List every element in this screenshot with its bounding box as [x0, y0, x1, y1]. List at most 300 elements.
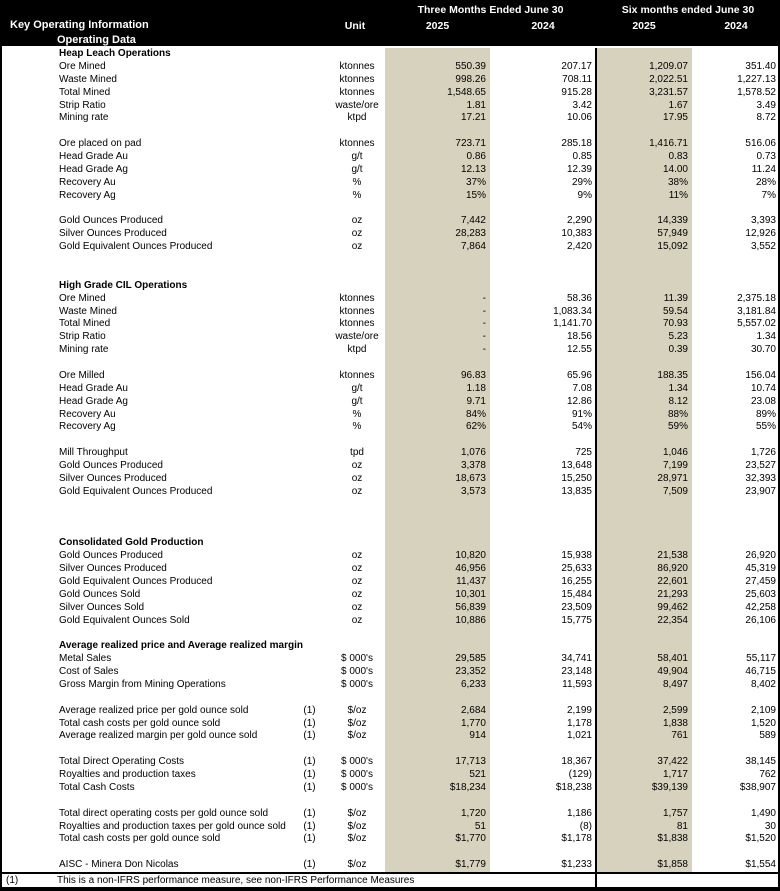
row-footnote-ref: (1): [303, 717, 316, 729]
table-row: [4, 61, 776, 74]
row-label: Recovery Au: [59, 176, 116, 188]
row-label: Gold Equivalent Ounces Produced: [59, 575, 213, 587]
value-6mo-2025: 7,199: [662, 460, 688, 471]
value-6mo-2024: 30: [764, 820, 776, 832]
value-3mo-2024: 285.18: [561, 138, 592, 150]
value-6mo-2024: 27,459: [745, 575, 776, 587]
value-6mo-2025: 86,920: [657, 563, 688, 574]
value-3mo-2025: 9.71: [466, 395, 486, 407]
value-6mo-2025: 2,022.51: [649, 73, 688, 85]
value-3mo-2025: 46,956: [455, 563, 486, 574]
value-6mo-2025: 0.83: [668, 151, 688, 162]
value-6mo-2024: 1,520: [750, 717, 776, 729]
row-label: Recovery Ag: [59, 421, 116, 433]
table-row: [4, 421, 776, 434]
value-6mo-2025: 1,838: [662, 717, 688, 729]
table-row: [4, 486, 776, 499]
row-footnote-ref: [292, 589, 327, 602]
value-6mo-2025: 22,354: [657, 614, 688, 626]
row-unit: $/oz: [347, 717, 367, 729]
value-6mo-2025: $1,858: [657, 859, 688, 871]
value-6mo-2025: 81: [676, 820, 688, 832]
value-3mo-2024: 7.08: [572, 382, 592, 394]
spacer-row: [4, 499, 776, 512]
value-3mo-2024: 1,141.70: [553, 318, 592, 330]
row-label: Total Mined: [59, 86, 111, 98]
value-6mo-2025: 57,949: [657, 228, 688, 240]
value-3mo-2025: 56,839: [455, 601, 486, 613]
value-6mo-2025: 37,422: [657, 756, 688, 768]
value-3mo-2025: 84%: [465, 408, 486, 420]
row-footnote-ref: [292, 293, 327, 306]
row-footnote-ref: (1): [303, 820, 316, 832]
value-6mo-2024: 89%: [755, 408, 776, 420]
spacer-row: [4, 203, 776, 216]
row-label: Ore placed on pad: [59, 138, 142, 150]
page-subtitle: Operating Data: [57, 34, 136, 46]
table-row: [4, 344, 776, 357]
row-unit: g/t: [351, 151, 363, 162]
value-6mo-2025: 761: [671, 730, 688, 742]
row-footnote-ref: [292, 666, 327, 679]
value-3mo-2024: 11,593: [562, 678, 592, 690]
value-6mo-2024: 351.40: [745, 60, 776, 72]
spacer-row: [4, 692, 776, 705]
table-row: [4, 589, 776, 602]
table-row: [4, 679, 776, 692]
row-unit: oz: [351, 588, 363, 600]
row-footnote-ref: [292, 473, 327, 486]
row-footnote-ref: [292, 653, 327, 666]
value-3mo-2024: 12.86: [566, 395, 592, 407]
value-6mo-2024: 516.06: [745, 138, 776, 150]
row-footnote-ref: [292, 100, 327, 113]
row-unit: $ 000's: [341, 769, 373, 780]
row-unit: oz: [351, 241, 363, 253]
value-6mo-2024: 762: [759, 769, 776, 780]
value-3mo-2024: (129): [568, 769, 592, 780]
table-row: [4, 370, 776, 383]
spacer-row: [4, 254, 776, 267]
row-footnote-ref: (1): [303, 781, 316, 793]
table-row: [4, 576, 776, 589]
value-6mo-2025: 14,339: [657, 215, 688, 227]
spacer-row: [4, 267, 776, 280]
spacer-row: [4, 846, 776, 859]
spacer-row: [4, 357, 776, 370]
row-footnote-ref: [292, 344, 327, 357]
row-unit: ktpd: [347, 344, 367, 356]
row-label: Recovery Au: [59, 408, 116, 420]
table-row: [4, 859, 776, 872]
value-3mo-2025: -: [482, 305, 486, 317]
section-title: Heap Leach Operations: [59, 48, 171, 59]
column-group-three-months: Three Months Ended June 30: [417, 4, 564, 16]
value-3mo-2025: -: [482, 344, 486, 356]
table-row: [4, 383, 776, 396]
value-6mo-2025: 22,601: [657, 575, 688, 587]
value-3mo-2024: 34,741: [561, 653, 592, 665]
value-6mo-2024: 1,726: [750, 447, 776, 459]
row-unit: tpd: [350, 447, 364, 459]
row-label: Royalties and production taxes per gold ounce sold: [59, 820, 286, 832]
row-unit: ktonnes: [339, 60, 375, 72]
row-unit: oz: [351, 575, 363, 587]
value-3mo-2025: 7,864: [460, 241, 486, 253]
value-6mo-2025: 8,497: [662, 678, 688, 690]
value-6mo-2024: 3,393: [750, 215, 776, 227]
value-3mo-2025: 10,820: [455, 550, 486, 562]
row-label: Average realized price per gold ounce sold: [59, 704, 249, 716]
row-label: Head Grade Ag: [59, 395, 128, 407]
value-6mo-2024: 46,715: [745, 666, 776, 677]
value-3mo-2024: 12.55: [566, 344, 592, 356]
value-6mo-2024: 2,375.18: [737, 292, 776, 304]
row-unit: $ 000's: [341, 781, 373, 793]
value-6mo-2024: 3.49: [756, 99, 776, 111]
value-3mo-2024: 2,290: [566, 215, 592, 227]
value-6mo-2024: 12,926: [745, 228, 776, 240]
table-row: [4, 563, 776, 576]
value-3mo-2024: (8): [579, 820, 592, 832]
value-3mo-2024: 54%: [571, 421, 592, 433]
table-row: [4, 87, 776, 100]
row-label: Average realized margin per gold ounce sold: [59, 730, 258, 742]
spacer-row: [4, 743, 776, 756]
row-unit: oz: [351, 460, 363, 471]
table-row: [4, 112, 776, 125]
row-unit: waste/ore: [335, 99, 379, 111]
value-6mo-2025: 1,046: [662, 447, 688, 459]
value-3mo-2025: 6,233: [460, 678, 486, 690]
row-label: Royalties and production taxes: [59, 769, 196, 780]
table-row: [4, 138, 776, 151]
value-3mo-2025: 10,301: [455, 588, 486, 600]
row-unit: $/oz: [347, 820, 367, 832]
unit-column-header: Unit: [344, 20, 366, 32]
row-label: Recovery Ag: [59, 189, 116, 201]
row-label: Gold Ounces Sold: [59, 588, 141, 600]
row-footnote-ref: [292, 151, 327, 164]
row-unit: oz: [351, 550, 363, 562]
table-row: [4, 550, 776, 563]
table-row: [4, 653, 776, 666]
value-6mo-2024: 55%: [755, 421, 776, 433]
value-3mo-2025: 18,673: [455, 472, 486, 484]
row-label: Gold Equivalent Ounces Produced: [59, 241, 213, 253]
section-title: High Grade CIL Operations: [59, 279, 188, 291]
row-footnote-ref: [292, 138, 327, 151]
value-6mo-2025: 11.39: [663, 292, 688, 304]
value-3mo-2024: $18,238: [555, 781, 592, 793]
value-6mo-2024: 1,490: [750, 807, 776, 819]
table-row: [4, 177, 776, 190]
value-6mo-2024: 589: [759, 730, 776, 742]
row-unit: $ 000's: [341, 756, 373, 768]
row-unit: $ 000's: [341, 653, 373, 665]
value-6mo-2025: 1,416.71: [649, 138, 688, 150]
row-footnote-ref: [292, 679, 327, 692]
value-6mo-2025: 49,904: [657, 666, 688, 677]
row-footnote-ref: [292, 61, 327, 74]
value-3mo-2024: 29%: [571, 176, 592, 188]
table-row: [4, 730, 776, 743]
row-label: Silver Ounces Produced: [59, 472, 167, 484]
value-6mo-2025: 15,092: [657, 241, 688, 253]
row-footnote-ref: [292, 164, 327, 177]
row-footnote-ref: [292, 228, 327, 241]
row-unit: $ 000's: [341, 666, 373, 677]
row-unit: $/oz: [347, 807, 367, 819]
value-3mo-2025: 62%: [465, 421, 486, 433]
table-row: [4, 756, 776, 769]
table-row: [4, 318, 776, 331]
row-unit: waste/ore: [335, 331, 379, 343]
value-3mo-2024: 1,186: [566, 807, 592, 819]
spacer-row: [4, 125, 776, 138]
row-footnote-ref: [292, 112, 327, 125]
row-unit: oz: [351, 215, 363, 227]
value-6mo-2024: 26,106: [745, 614, 776, 626]
value-6mo-2024: 28%: [755, 176, 776, 188]
value-3mo-2025: 11,437: [456, 575, 486, 587]
row-unit: ktonnes: [339, 369, 375, 381]
value-3mo-2025: 3,573: [460, 485, 486, 497]
row-unit: oz: [351, 228, 363, 240]
row-footnote-ref: [292, 190, 327, 203]
value-6mo-2024: $1,554: [745, 859, 776, 871]
row-label: Mining rate: [59, 344, 109, 356]
row-footnote-ref: [292, 486, 327, 499]
row-label: Silver Ounces Produced: [59, 563, 167, 574]
footnote-text: This is a non-IFRS performance measure, see non-IFRS Performance Measures: [57, 875, 415, 886]
column-group-six-months: Six months ended June 30: [621, 4, 755, 16]
value-3mo-2025: 1.18: [466, 382, 486, 394]
row-label: Ore Mined: [59, 60, 106, 72]
value-3mo-2025: 7,442: [460, 215, 486, 227]
row-footnote-ref: [292, 241, 327, 254]
value-3mo-2025: 96.83: [460, 369, 486, 381]
row-unit: ktonnes: [339, 305, 375, 317]
value-3mo-2025: 1,076: [460, 447, 486, 459]
value-6mo-2025: 1.67: [668, 99, 688, 111]
value-3mo-2025: 1,770: [460, 717, 486, 729]
row-label: Gold Ounces Produced: [59, 215, 163, 227]
value-3mo-2024: 10,383: [561, 228, 592, 240]
year-header-3mo-2024: 2024: [531, 20, 555, 32]
row-label: Mill Throughput: [59, 447, 128, 459]
value-3mo-2024: 1,083.34: [553, 305, 592, 317]
row-label: Gold Ounces Produced: [59, 550, 163, 562]
value-6mo-2025: 1,717: [662, 769, 688, 780]
table-row: [4, 215, 776, 228]
section-header-row: [4, 280, 776, 293]
row-unit: g/t: [351, 395, 363, 407]
value-6mo-2025: 17.95: [662, 112, 688, 124]
value-6mo-2024: 1,578.52: [737, 86, 776, 98]
row-footnote-ref: (1): [303, 730, 316, 742]
value-3mo-2024: 23,148: [561, 666, 592, 677]
table-row: [4, 100, 776, 113]
value-6mo-2025: 21,538: [657, 550, 688, 562]
row-label: Total direct operating costs per gold ounce sold: [59, 807, 269, 819]
row-footnote-ref: [292, 460, 327, 473]
row-footnote-ref: (1): [303, 756, 316, 768]
value-6mo-2025: 1.34: [668, 382, 688, 394]
value-3mo-2024: 708.11: [562, 73, 592, 85]
value-3mo-2025: -: [482, 318, 486, 330]
table-header: [2, 0, 778, 48]
footnote-marker: (1): [6, 875, 19, 886]
value-6mo-2024: 8,402: [750, 678, 776, 690]
row-unit: oz: [351, 614, 363, 626]
row-unit: %: [352, 189, 362, 201]
value-6mo-2025: 1,209.07: [649, 60, 688, 72]
row-unit: ktpd: [347, 112, 367, 124]
value-6mo-2025: 28,971: [657, 472, 688, 484]
value-6mo-2024: 156.04: [745, 369, 776, 381]
table-row: [4, 228, 776, 241]
value-6mo-2024: $38,907: [739, 781, 776, 793]
value-6mo-2024: 2,109: [750, 704, 776, 716]
year-header-6mo-2025: 2025: [632, 20, 656, 32]
value-6mo-2024: 1,227.13: [737, 73, 776, 85]
year-header-3mo-2025: 2025: [425, 20, 450, 32]
value-6mo-2024: 8.72: [756, 112, 776, 124]
row-footnote-ref: [292, 550, 327, 563]
value-6mo-2025: $39,139: [651, 781, 688, 793]
value-3mo-2024: $1,178: [561, 833, 592, 845]
row-unit: $ 000's: [341, 678, 373, 690]
row-footnote-ref: [292, 576, 327, 589]
table-row: [4, 615, 776, 628]
row-unit: $/oz: [347, 704, 367, 716]
value-6mo-2025: 70.93: [662, 318, 688, 330]
value-6mo-2025: 7,509: [662, 485, 688, 497]
value-3mo-2024: 207.17: [561, 60, 592, 72]
header-underline: [2, 46, 778, 48]
row-label: Strip Ratio: [59, 331, 106, 343]
value-3mo-2024: 15,250: [561, 472, 592, 484]
section-header-row: [4, 640, 776, 653]
value-3mo-2024: 18,367: [561, 756, 592, 768]
row-footnote-ref: [292, 602, 327, 615]
value-3mo-2025: 1.81: [466, 99, 486, 111]
value-6mo-2025: 5.23: [668, 331, 688, 343]
table-row: [4, 473, 776, 486]
table-row: [4, 164, 776, 177]
value-6mo-2025: 21,293: [657, 588, 688, 600]
table-row: [4, 769, 776, 782]
row-label: Mining rate: [59, 112, 109, 124]
row-label: Waste Mined: [59, 305, 117, 317]
row-footnote-ref: [292, 331, 327, 344]
table-row: [4, 396, 776, 409]
value-6mo-2024: 3,181.84: [737, 305, 776, 317]
value-6mo-2024: 32,393: [745, 472, 776, 484]
row-label: Cost of Sales: [59, 666, 119, 677]
value-6mo-2024: $1,520: [745, 833, 776, 845]
value-6mo-2024: 7%: [761, 189, 776, 201]
value-3mo-2025: 37%: [465, 176, 486, 188]
value-6mo-2025: 88%: [667, 408, 688, 420]
row-label: Gross Margin from Mining Operations: [59, 678, 226, 690]
row-label: Silver Ounces Produced: [59, 228, 167, 240]
value-3mo-2025: 28,283: [455, 228, 486, 240]
value-6mo-2025: $1,838: [657, 833, 688, 845]
value-6mo-2024: 25,603: [745, 588, 776, 600]
row-footnote-ref: [292, 370, 327, 383]
row-label: AISC - Minera Don Nicolas: [59, 859, 179, 871]
table-row: [4, 241, 776, 254]
value-6mo-2025: 14.00: [662, 163, 688, 175]
value-3mo-2024: 2,199: [566, 704, 592, 716]
row-unit: oz: [351, 563, 363, 574]
table-row: [4, 293, 776, 306]
row-label: Head Grade Au: [59, 151, 128, 162]
value-3mo-2025: 550.39: [455, 60, 486, 72]
table-row: [4, 808, 776, 821]
row-footnote-ref: [292, 396, 327, 409]
row-footnote-ref: [292, 383, 327, 396]
row-unit: oz: [351, 485, 363, 497]
value-6mo-2024: 0.73: [756, 151, 776, 162]
value-3mo-2025: 1,720: [460, 807, 486, 819]
value-3mo-2024: 10.06: [566, 112, 592, 124]
value-3mo-2024: 25,633: [561, 563, 592, 574]
table-row: [4, 460, 776, 473]
value-6mo-2025: 58,401: [657, 653, 688, 665]
row-unit: $/oz: [347, 833, 367, 845]
value-3mo-2025: 3,378: [460, 460, 486, 471]
footnote-row: [2, 874, 778, 887]
value-3mo-2024: 725: [575, 447, 592, 459]
table-row: [4, 705, 776, 718]
row-label: Total cash costs per gold ounce sold: [59, 717, 221, 729]
row-footnote-ref: [292, 87, 327, 100]
row-label: Head Grade Au: [59, 382, 128, 394]
value-3mo-2025: 12.13: [460, 163, 486, 175]
value-6mo-2025: 99,462: [657, 601, 688, 613]
value-3mo-2024: 0.85: [572, 151, 592, 162]
row-footnote-ref: [292, 447, 327, 460]
row-unit: g/t: [351, 163, 363, 175]
value-3mo-2025: $18,234: [449, 781, 486, 793]
row-unit: oz: [351, 601, 363, 613]
value-3mo-2025: 998.26: [455, 73, 486, 85]
row-label: Metal Sales: [59, 653, 112, 665]
value-3mo-2024: 1,178: [566, 717, 592, 729]
row-unit: ktonnes: [339, 138, 375, 150]
table-row: [4, 190, 776, 203]
value-3mo-2024: 2,420: [566, 241, 592, 253]
value-3mo-2024: 65.96: [566, 369, 592, 381]
value-6mo-2024: 55,117: [746, 653, 776, 665]
value-3mo-2024: 23,509: [561, 601, 592, 613]
value-3mo-2024: 16,255: [561, 575, 592, 587]
row-unit: ktonnes: [339, 73, 375, 85]
row-footnote-ref: (1): [303, 769, 316, 780]
value-6mo-2024: 30.70: [750, 344, 776, 356]
row-unit: %: [352, 176, 362, 188]
value-3mo-2024: 3.42: [572, 99, 592, 111]
value-3mo-2025: 23,352: [455, 666, 486, 677]
value-3mo-2025: 17.21: [460, 112, 486, 124]
row-unit: $/oz: [347, 730, 367, 742]
value-6mo-2024: 42,258: [745, 601, 776, 613]
value-3mo-2025: 1,548.65: [447, 86, 486, 98]
table-row: [4, 718, 776, 731]
